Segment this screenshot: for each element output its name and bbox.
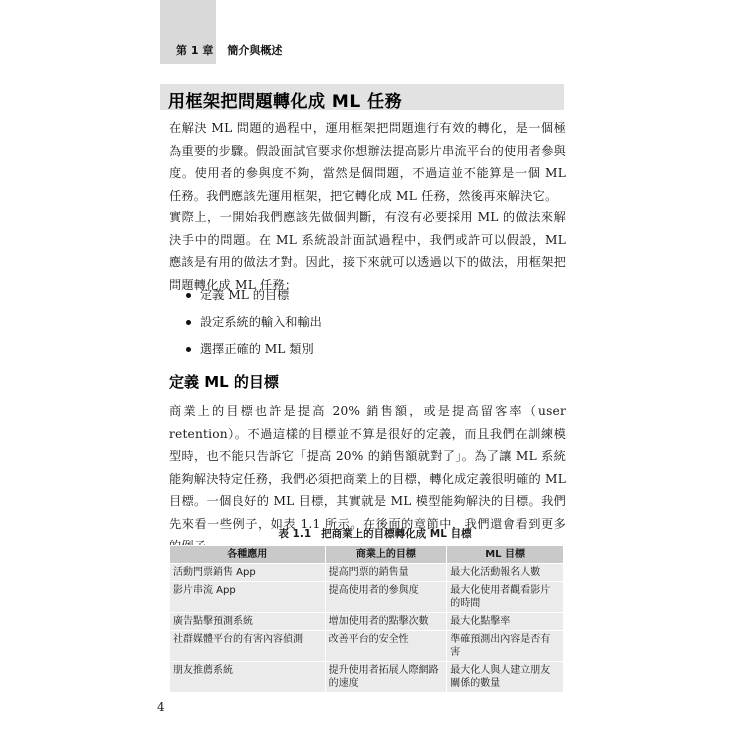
table-cell: 改善平台的安全性 — [325, 631, 447, 662]
bullet-dot-icon — [186, 347, 191, 352]
table-cell: 提高門票的銷售量 — [325, 564, 447, 582]
table-row — [170, 564, 564, 582]
paragraph-intro: 在解決 ML 問題的過程中，運用框架把問題進行有效的轉化，是一個極為重要的步驟。假設面試官要求你想辦法提高影片串流平台的使用者參與度。使用者的參與度不夠，當然是個問題，不過這並不能算是一個 ML 任務。我們應該先運用框架，把它轉化成 ML 任務，然後再來解決它。 — [169, 121, 566, 203]
bullet-item — [186, 286, 322, 313]
table-caption-title: 把商業上的目標轉化成 ML 目標 — [321, 528, 472, 540]
table-cell: 增加使用者的點擊次數 — [325, 613, 447, 631]
table-cell: 廣告點擊預測系統 — [170, 613, 326, 631]
table-caption — [0, 526, 750, 541]
table-cell: 最大化使用者觀看影片的時間 — [447, 582, 564, 613]
table-cell: 朋友推薦系統 — [170, 662, 326, 693]
bullet-text: 定義 ML 的目標 — [200, 288, 290, 302]
table-caption-number: 表 1.1 — [278, 528, 312, 540]
table-header-cell: 商業上的目標 — [325, 546, 447, 564]
table-cell: 活動門票銷售 App — [170, 564, 326, 582]
table-cell: 提升使用者拓展人際網路的速度 — [325, 662, 447, 693]
bullet-list — [186, 286, 322, 367]
ml-objectives-table — [169, 545, 564, 693]
table-row — [170, 631, 564, 662]
paragraph-ml-objective: 商業上的目標也許是提高 20% 銷售額，或是提高留客率（user retention）。不過這樣的目標並不算是很好的定義，而且我們在訓練模型時，也不能只告訴它「提高 20% 的銷售額就對了」。為了讓 ML 系統能夠解決特定任務，我們必須把商業上的目標，轉化成定義很明確的 ML 目標。一個良好的 ML 目標，其實就是 ML 模型能夠解決的目標。我們先來看一些例子，如表 1.1 所示。在後面的章節中，我們還會看到更多 — [169, 404, 566, 531]
table-cell: 影片串流 App — [170, 582, 326, 613]
table-header-cell: 各種應用 — [170, 546, 326, 564]
table-row — [170, 662, 564, 693]
bullet-dot-icon — [186, 293, 191, 298]
bullet-dot-icon — [186, 320, 191, 325]
table-header-cell: ML 目標 — [447, 546, 564, 564]
chapter-header — [176, 42, 282, 58]
bullet-item — [186, 340, 322, 367]
page-number: 4 — [157, 700, 165, 714]
paragraph-framing: 實際上，一開始我們應該先做個判斷，有沒有必要採用 ML 的做法來解決手中的問題。在 ML 系統設計面試過程中，我們或許可以假設，ML 應該是有用的做法才對。因此，接下來就可以透過以下的做法，用框架把問題轉化成 ML 任務： — [169, 210, 566, 292]
bullet-item — [186, 313, 322, 340]
table-row — [170, 582, 564, 613]
table-cell: 社群媒體平台的有害內容偵測 — [170, 631, 326, 662]
table-cell: 最大化活動報名人數 — [447, 564, 564, 582]
chapter-label: 第 1 章 — [176, 44, 214, 57]
table-cell: 最大化人與人建立朋友關係的數量 — [447, 662, 564, 693]
table-cell: 最大化點擊率 — [447, 613, 564, 631]
table-cell: 提高使用者的參與度 — [325, 582, 447, 613]
table-header-row — [170, 546, 564, 564]
chapter-title: 簡介與概述 — [227, 44, 283, 57]
section-title: 用框架把問題轉化成 ML 任務 — [168, 92, 403, 112]
table-row — [170, 613, 564, 631]
bullet-text: 選擇正確的 ML 類別 — [200, 342, 314, 356]
bullet-text: 設定系統的輸入和輸出 — [200, 315, 322, 329]
subsection-title: 定義 ML 的目標 — [169, 373, 279, 391]
table-cell: 準確預測出內容是否有害 — [447, 631, 564, 662]
